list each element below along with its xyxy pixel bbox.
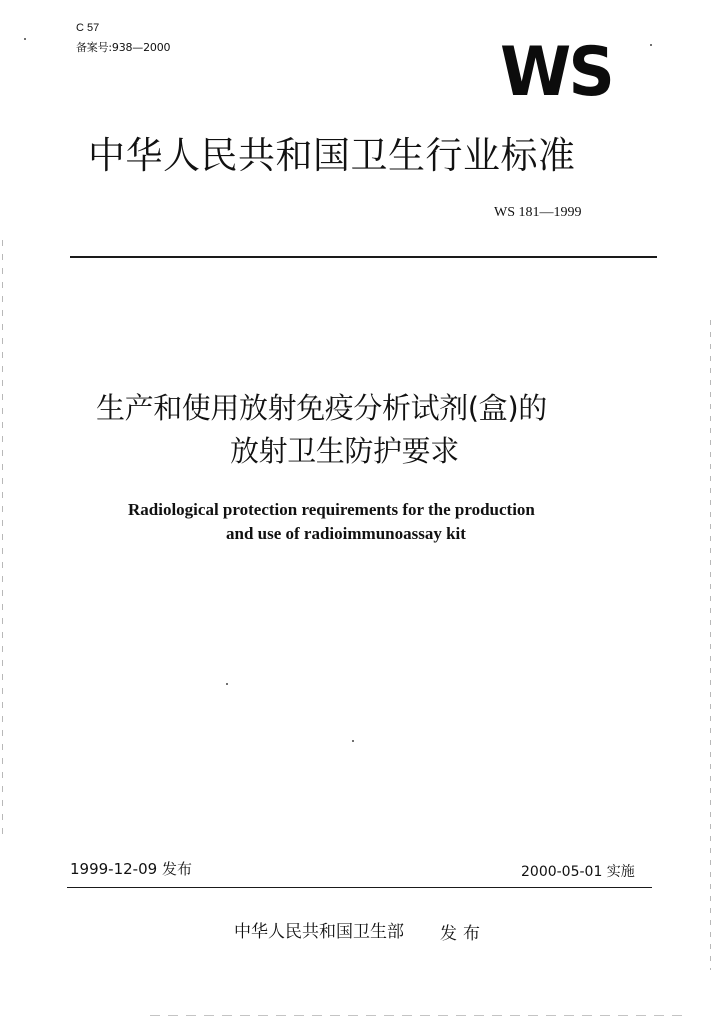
header-divider: [70, 256, 657, 258]
document-title-chinese-line-1: 生产和使用放射免疫分析试剂(盒)的: [96, 391, 547, 425]
scan-edge-left: [2, 240, 3, 840]
document-title-english-line-1: Radiological protection requirements for the production: [128, 500, 535, 519]
implementation-date: 2000-05-01 实施: [521, 864, 635, 880]
ws-logo-text: WS: [500, 33, 613, 112]
scan-speck: [352, 740, 354, 742]
publish-label: 发布: [440, 924, 486, 944]
document-title-english-line-2: and use of radioimmunoassay kit: [226, 524, 466, 543]
scan-edge-right: [710, 320, 711, 970]
standard-number: WS 181—1999: [494, 205, 582, 220]
publisher-name: 中华人民共和国卫生部: [234, 922, 404, 942]
issue-date: 1999-12-09 发布: [70, 860, 192, 878]
document-title-chinese-line-2: 放射卫生防护要求: [230, 434, 459, 468]
classification-code: C 57: [76, 22, 100, 34]
scan-speck: [650, 44, 652, 46]
scan-speck: [24, 38, 26, 40]
scan-speck: [226, 683, 228, 685]
footer-divider: [67, 887, 652, 888]
standard-category-title: 中华人民共和国卫生行业标准: [88, 134, 576, 177]
ws-logo: [500, 33, 613, 112]
scan-edge-bottom: [150, 1015, 690, 1016]
record-number: 备案号:938—2000: [76, 41, 171, 54]
